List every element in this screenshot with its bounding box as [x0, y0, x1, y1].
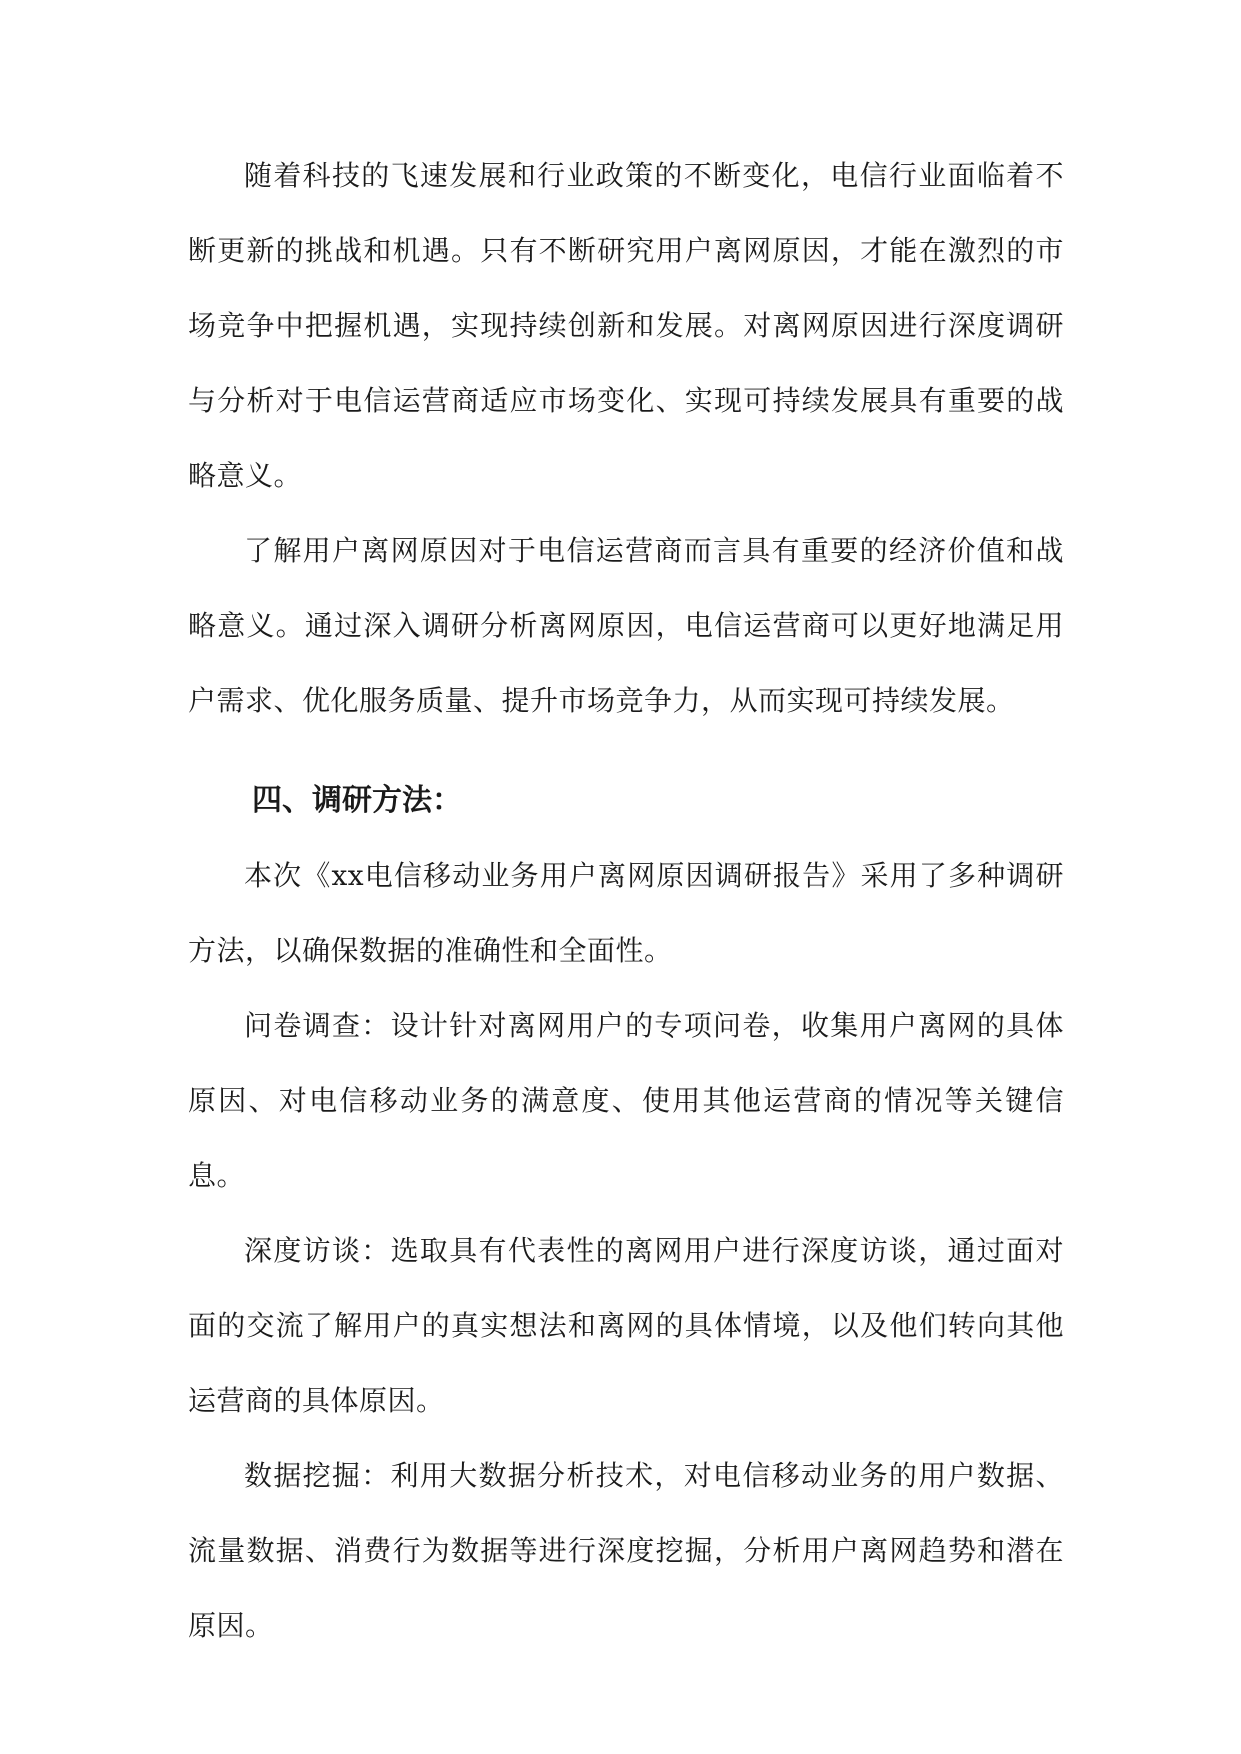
paragraph-economic-value: 了解用户离网原因对于电信运营商而言具有重要的经济价值和战略意义。通过深入调研分析离网原因，电信运营商可以更好地满足用户需求、优化服务质量、提升市场竞争力，从而实现可持续发展。: [188, 534, 1064, 717]
paragraph-industry-challenges: 随着科技的飞速发展和行业政策的不断变化，电信行业面临着不断更新的挑战和机遇。只有不断研究用户离网原因，才能在激烈的市场竞争中把握机遇，实现持续创新和发展。对离网原因进行深度调研与分析对于电信运营商适应市场变化、实现可持续发展具有重要的战略意义。: [188, 159, 1064, 492]
paragraph-data-mining: 数据挖掘：利用大数据分析技术，对电信移动业务的用户数据、流量数据、消费行为数据等进行深度挖掘，分析用户离网趋势和潜在原因。: [188, 1459, 1064, 1642]
paragraph-questionnaire: 问卷调查：设计针对离网用户的专项问卷，收集用户离网的具体原因、对电信移动业务的满意度、使用其他运营商的情况等关键信息。: [188, 1009, 1064, 1192]
paragraph-interview: 深度访谈：选取具有代表性的离网用户进行深度访谈，通过面对面的交流了解用户的真实想法和离网的具体情境，以及他们转向其他运营商的具体原因。: [188, 1234, 1064, 1417]
section-heading-research-methods: 四、调研方法：: [252, 783, 462, 818]
paragraph-methods-intro: 本次《xx电信移动业务用户离网原因调研报告》采用了多种调研方法，以确保数据的准确性和全面性。: [188, 859, 1064, 967]
page-content: [188, 138, 1064, 1663]
